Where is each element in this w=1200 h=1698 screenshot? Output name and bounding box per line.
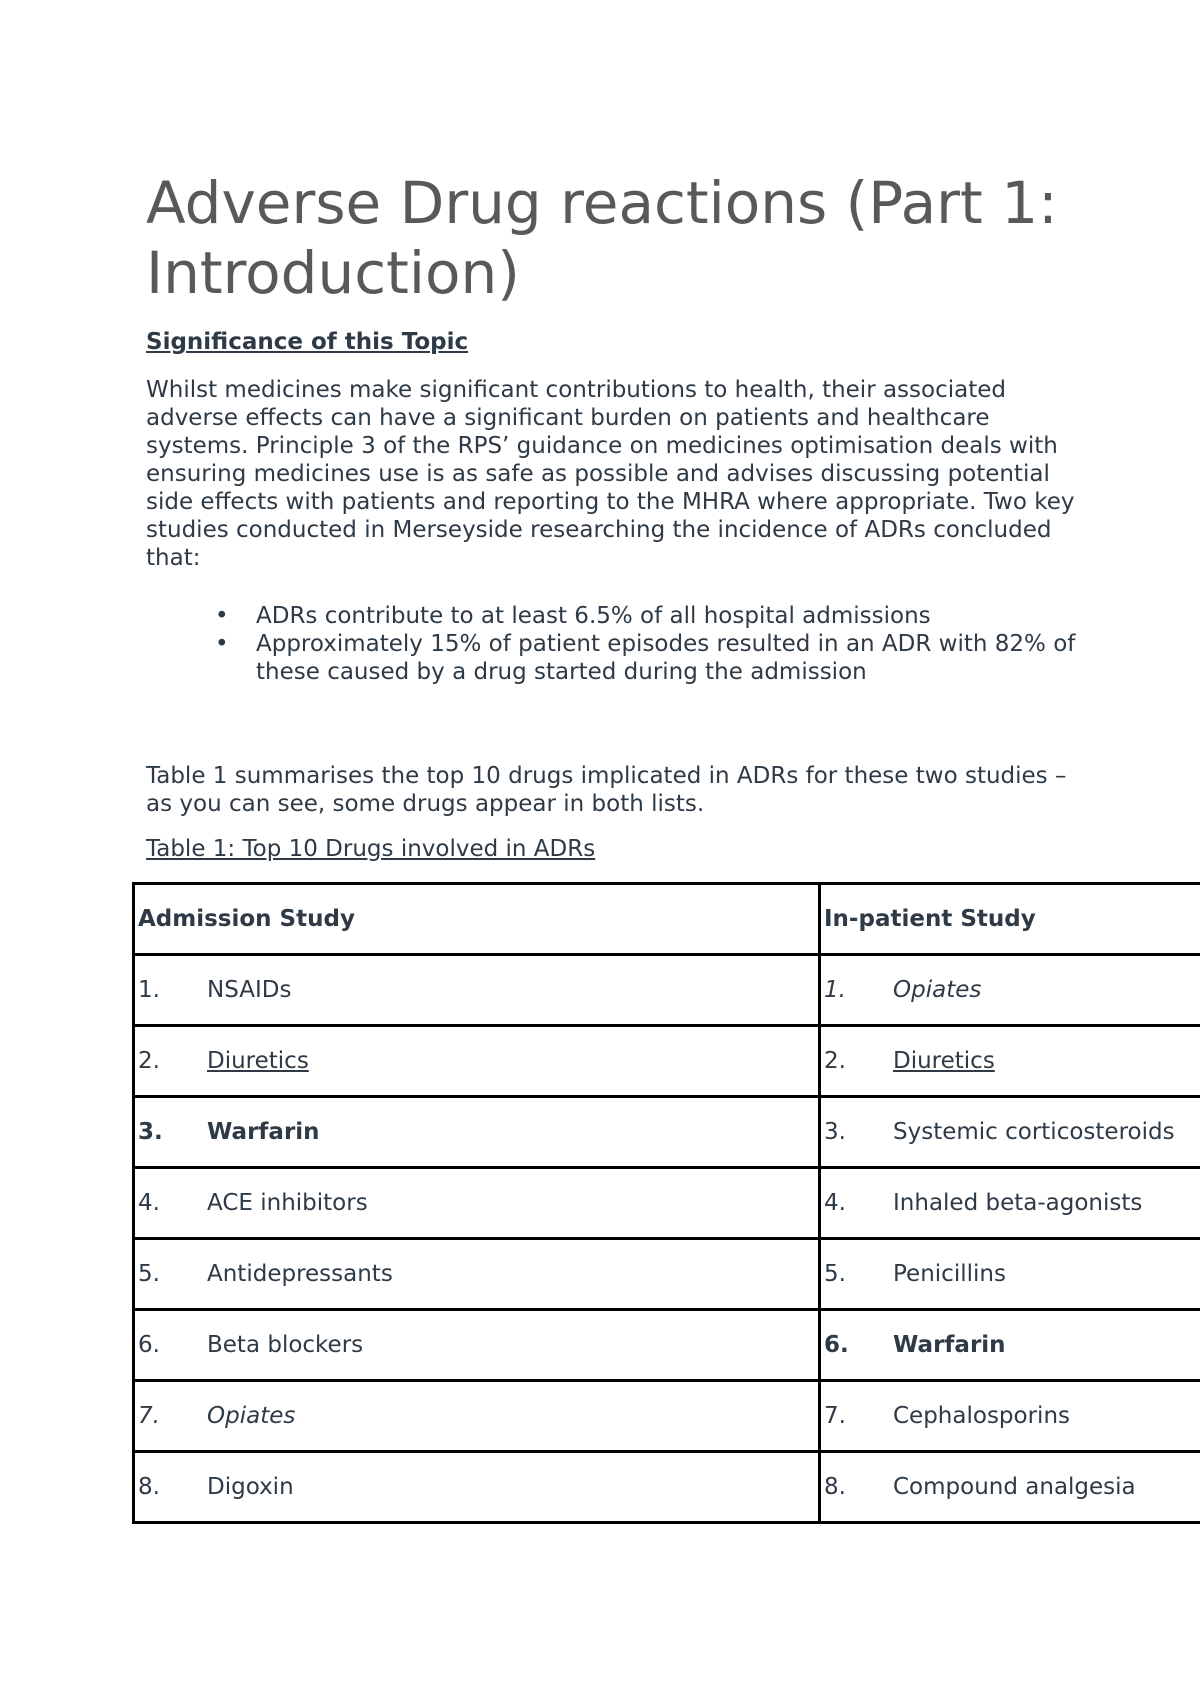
- rank-number: 5.: [824, 1261, 846, 1287]
- drug-name: Digoxin: [207, 1474, 294, 1500]
- rank-number: 7.: [824, 1403, 846, 1429]
- bullet-icon: •: [215, 603, 229, 629]
- bullet-icon: •: [215, 631, 229, 657]
- rank-number: 3.: [824, 1119, 846, 1145]
- list-item: [200, 602, 1080, 630]
- table-header-row: [134, 884, 1200, 955]
- table-row: [134, 1026, 1200, 1097]
- table-cell-admission: [134, 1310, 820, 1381]
- rank-number: 6.: [138, 1332, 160, 1358]
- rank-number: 2.: [138, 1048, 160, 1074]
- rank-number: 8.: [138, 1474, 160, 1500]
- table-row: [134, 1097, 1200, 1168]
- drug-name: ACE inhibitors: [207, 1190, 368, 1216]
- rank-number: 2.: [824, 1048, 846, 1074]
- rank-number: 5.: [138, 1261, 160, 1287]
- rank-number: 8.: [824, 1474, 846, 1500]
- drug-name: Penicillins: [893, 1261, 1006, 1287]
- drug-name: Inhaled beta-agonists: [893, 1190, 1143, 1216]
- rank-number: 4.: [138, 1190, 160, 1216]
- table-cell-inpatient: [820, 1381, 1200, 1452]
- drug-name: Systemic corticosteroids: [893, 1119, 1175, 1145]
- table-cell-inpatient: [820, 1239, 1200, 1310]
- table-cell-inpatient: [820, 955, 1200, 1026]
- table-cell-admission: [134, 1239, 820, 1310]
- rank-number: 7.: [138, 1403, 160, 1429]
- rank-number: 4.: [824, 1190, 846, 1216]
- rank-number: 1.: [138, 977, 160, 1003]
- drug-name: Warfarin: [207, 1119, 320, 1145]
- column-header-admission: Admission Study: [134, 884, 820, 955]
- table-row: [134, 1310, 1200, 1381]
- table-row: [134, 1381, 1200, 1452]
- table-row: [134, 1452, 1200, 1523]
- drugs-table: [132, 882, 1200, 1524]
- rank-number: 3.: [138, 1119, 163, 1145]
- table-cell-admission: [134, 955, 820, 1026]
- intro-paragraph: Whilst medicines make significant contributions to health, their associated adverse effects can have a significant burden on patients and healthcare systems. Principle 3 of the RPS’ guidance on medicines optimisation deals with ensuring medicines use is as safe as possible and advises discussing potential side effects with patients and reporting to the MHRA where appropriate. Two key studies conducted in Merseyside researching the incidence of ADRs concluded that:: [146, 377, 1075, 571]
- list-item: [200, 630, 1080, 686]
- table-cell-admission: [134, 1381, 820, 1452]
- table-row: [134, 1168, 1200, 1239]
- table-cell-inpatient: [820, 1168, 1200, 1239]
- section-heading: Significance of this Topic: [146, 329, 469, 355]
- table-caption: Table 1: Top 10 Drugs involved in ADRs: [146, 836, 596, 862]
- table-cell-admission: [134, 1168, 820, 1239]
- column-header-inpatient: In-patient Study: [820, 884, 1200, 955]
- drug-name: Diuretics: [893, 1048, 995, 1074]
- table-cell-admission: [134, 1026, 820, 1097]
- findings-list: [200, 602, 1080, 686]
- table-cell-admission: [134, 1452, 820, 1523]
- drug-name: Compound analgesia: [893, 1474, 1136, 1500]
- drug-name: Beta blockers: [207, 1332, 364, 1358]
- drug-name: Diuretics: [207, 1048, 309, 1074]
- list-item-text: Approximately 15% of patient episodes resulted in an ADR with 82% of these caused by a drug started during the admission: [256, 631, 1076, 685]
- rank-number: 1.: [824, 977, 846, 1003]
- drug-name: Cephalosporins: [893, 1403, 1071, 1429]
- list-item-text: ADRs contribute to at least 6.5% of all hospital admissions: [256, 603, 931, 629]
- table-cell-inpatient: [820, 1026, 1200, 1097]
- drug-name: Warfarin: [893, 1332, 1006, 1358]
- rank-number: 6.: [824, 1332, 849, 1358]
- table-intro-paragraph: Table 1 summarises the top 10 drugs implicated in ADRs for these two studies – as you can see, some drugs appear in both lists.: [146, 763, 1067, 817]
- table-cell-inpatient: [820, 1452, 1200, 1523]
- page-title: Adverse Drug reactions (Part 1: Introduction): [146, 169, 1058, 307]
- drug-name: Opiates: [207, 1403, 296, 1429]
- table-cell-inpatient: [820, 1310, 1200, 1381]
- table-row: [134, 1239, 1200, 1310]
- drug-name: Antidepressants: [207, 1261, 393, 1287]
- table-cell-inpatient: [820, 1097, 1200, 1168]
- table-cell-admission: [134, 1097, 820, 1168]
- drug-name: Opiates: [893, 977, 982, 1003]
- drug-name: NSAIDs: [207, 977, 292, 1003]
- table-row: [134, 955, 1200, 1026]
